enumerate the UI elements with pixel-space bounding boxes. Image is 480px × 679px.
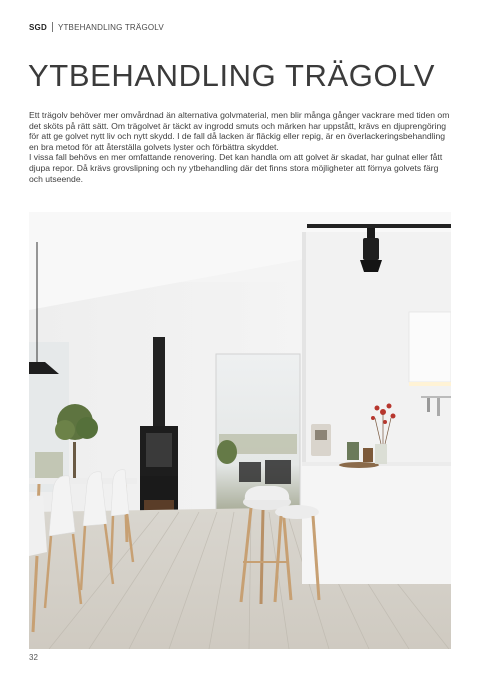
header-divider xyxy=(52,22,53,32)
paragraph: Ett trägolv behöver mer omvårdnad än alternativa golvmaterial, men blir många gånger vackrare med tiden om det sköts på rätt sätt. Om trägolvet är täckt av ingrodd smuts och märken har uppstått, krävs en djuprengöring för att ge golvet nytt liv och nytt skydd. I de fall då lacken är fläckig eller repig, är en överlackeringsbehandling en bra metod för att återställa golvets lyster och förbättra skyddet. xyxy=(29,110,450,152)
interior-photo xyxy=(29,212,451,649)
section-label: YTBEHANDLING TRÄGOLV xyxy=(57,22,164,32)
page-title: YTBEHANDLING TRÄGOLV xyxy=(28,58,436,93)
body-text xyxy=(29,110,453,184)
page-number: 32 xyxy=(29,653,38,662)
page-header xyxy=(29,22,164,32)
paragraph: I vissa fall behövs en mer omfattande renovering. Det kan handla om att golvet är skadat, har gulnat eller fått djupa repor. Då krävs grovslipning och ny ytbehandling där det finns stora möjligheter att förnya golvets färg och utseende. xyxy=(29,152,443,184)
brand-label: SGD xyxy=(29,22,47,32)
